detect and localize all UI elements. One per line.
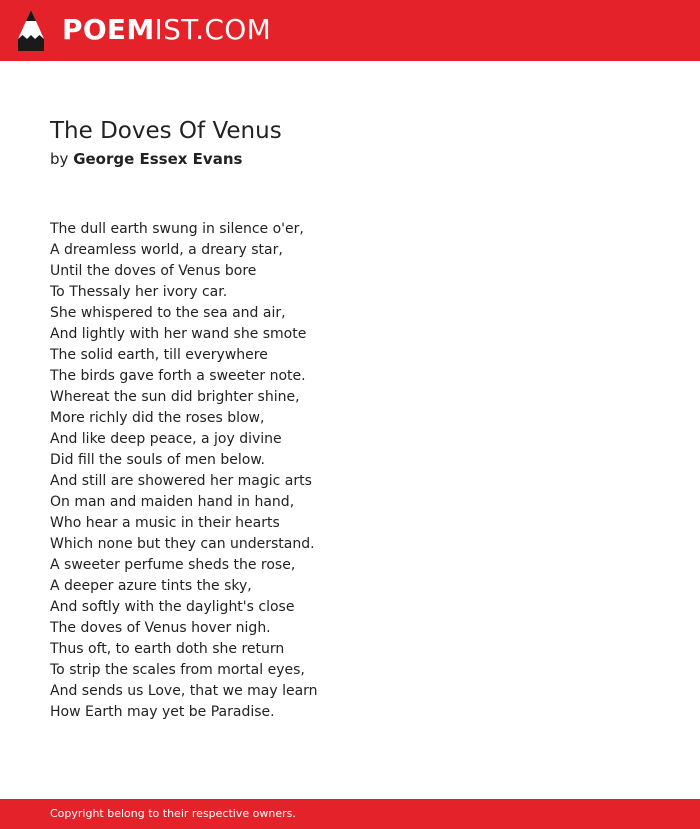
logo-text-light: IST.COM bbox=[154, 13, 272, 46]
poem-line: And softly with the daylight's close bbox=[50, 599, 295, 615]
poem-line: More richly did the roses blow, bbox=[50, 410, 265, 426]
site-logo[interactable] bbox=[17, 9, 272, 51]
poem-line: Did fill the souls of men below. bbox=[50, 452, 265, 468]
poem-line: Until the doves of Venus bore bbox=[50, 263, 257, 279]
pencil-tip-icon bbox=[17, 9, 45, 51]
poem-author[interactable]: George Essex Evans bbox=[73, 150, 243, 168]
poem-body bbox=[50, 219, 650, 723]
poem-line: Whereat the sun did brighter shine, bbox=[50, 389, 300, 405]
logo-text bbox=[62, 13, 271, 47]
poem-line: Which none but they can understand. bbox=[50, 536, 315, 552]
copyright-notice: Copyright belong to their respective owners. bbox=[50, 807, 296, 820]
poem-line: Who hear a music in their hearts bbox=[50, 515, 280, 531]
logo-text-bold: POEM bbox=[62, 13, 155, 46]
poem-line: Thus oft, to earth doth she return bbox=[50, 641, 285, 657]
poem-line: On man and maiden hand in hand, bbox=[50, 494, 295, 510]
poem-line: And like deep peace, a joy divine bbox=[50, 431, 282, 447]
poem-line: A dreamless world, a dreary star, bbox=[50, 242, 283, 258]
poem-line: The solid earth, till everywhere bbox=[50, 347, 268, 363]
poem-line: The birds gave forth a sweeter note. bbox=[50, 368, 306, 384]
poem-byline bbox=[50, 148, 650, 170]
poem-line: To strip the scales from mortal eyes, bbox=[50, 662, 305, 678]
poem-line: A deeper azure tints the sky, bbox=[50, 578, 252, 594]
poem-line: The dull earth swung in silence o'er, bbox=[50, 221, 304, 237]
poem-line: The doves of Venus hover nigh. bbox=[50, 620, 271, 636]
poem-line: And sends us Love, that we may learn bbox=[50, 683, 318, 699]
poem-line: And still are showered her magic arts bbox=[50, 473, 312, 489]
poem-line: How Earth may yet be Paradise. bbox=[50, 704, 275, 720]
site-header bbox=[0, 0, 700, 61]
by-label: by bbox=[50, 150, 69, 168]
poem-line: And lightly with her wand she smote bbox=[50, 326, 307, 342]
poem-header bbox=[50, 114, 650, 170]
poem-line: To Thessaly her ivory car. bbox=[50, 284, 228, 300]
site-footer bbox=[0, 799, 700, 829]
poem-title: The Doves Of Venus bbox=[50, 118, 282, 144]
poem-line: A sweeter perfume sheds the rose, bbox=[50, 557, 296, 573]
poem-line: She whispered to the sea and air, bbox=[50, 305, 286, 321]
